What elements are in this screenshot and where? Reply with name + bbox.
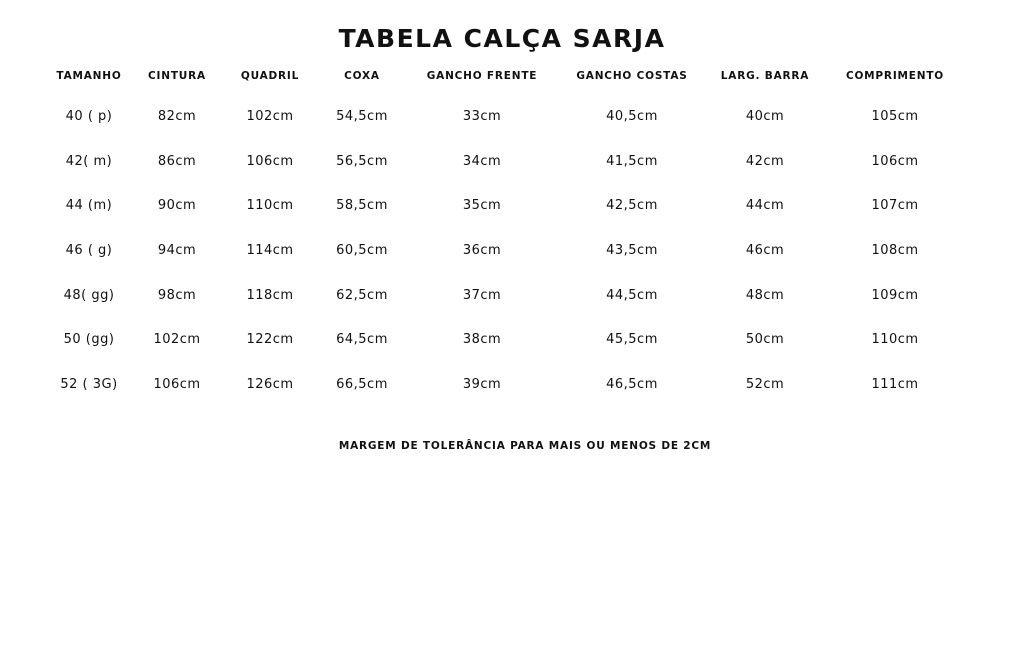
table-row	[46, 362, 966, 407]
table-row	[46, 228, 966, 273]
cell-larg-barra: 42cm	[745, 153, 785, 169]
cell-gancho-frente: 36cm	[462, 242, 502, 258]
cell-cintura: 94cm	[157, 242, 197, 258]
cell-coxa: 58,5cm	[336, 198, 388, 214]
table-row	[46, 317, 966, 362]
cell-gancho-costas: 42,5cm	[606, 198, 658, 214]
table-row	[46, 88, 966, 139]
cell-gancho-frente: 33cm	[462, 108, 502, 124]
cell-coxa: 56,5cm	[336, 153, 388, 169]
cell-cintura: 86cm	[157, 153, 197, 169]
header-tamanho: TAMANHO	[56, 70, 122, 82]
cell-larg-barra: 46cm	[745, 242, 785, 258]
cell-tamanho: 44 (m)	[65, 198, 113, 214]
cell-tamanho: 46 ( g)	[65, 242, 113, 258]
cell-tamanho: 50 (gg)	[63, 332, 115, 348]
cell-gancho-frente: 37cm	[462, 287, 502, 303]
cell-tamanho: 48( gg)	[63, 287, 115, 303]
cell-gancho-costas: 40,5cm	[606, 108, 658, 124]
cell-gancho-frente: 38cm	[462, 332, 502, 348]
cell-comprimento: 108cm	[871, 242, 919, 258]
cell-quadril: 114cm	[246, 242, 294, 258]
cell-coxa: 60,5cm	[336, 242, 388, 258]
cell-gancho-frente: 35cm	[462, 198, 502, 214]
cell-larg-barra: 50cm	[745, 332, 785, 348]
cell-gancho-costas: 45,5cm	[606, 332, 658, 348]
cell-larg-barra: 52cm	[745, 376, 785, 392]
cell-tamanho: 42( m)	[65, 153, 113, 169]
table-header-row	[46, 64, 966, 88]
cell-larg-barra: 48cm	[745, 287, 785, 303]
cell-quadril: 106cm	[246, 153, 294, 169]
cell-quadril: 126cm	[246, 376, 294, 392]
table-row	[46, 139, 966, 184]
header-cintura: CINTURA	[148, 70, 206, 82]
header-gancho-costas: GANCHO COSTAS	[576, 70, 688, 82]
header-quadril: QUADRIL	[240, 70, 300, 82]
cell-tamanho: 40 ( p)	[65, 108, 113, 124]
cell-gancho-costas: 46,5cm	[606, 376, 658, 392]
cell-quadril: 102cm	[246, 108, 294, 124]
cell-quadril: 110cm	[246, 198, 294, 214]
cell-cintura: 102cm	[153, 332, 201, 348]
header-gancho-frente: GANCHO FRENTE	[426, 70, 538, 82]
header-coxa: COXA	[344, 70, 380, 82]
cell-comprimento: 106cm	[871, 153, 919, 169]
cell-tamanho: 52 ( 3G)	[60, 376, 118, 392]
cell-gancho-costas: 43,5cm	[606, 242, 658, 258]
cell-larg-barra: 40cm	[745, 108, 785, 124]
cell-comprimento: 107cm	[871, 198, 919, 214]
tolerance-note: MARGEM DE TOLERÂNCIA PARA MAIS OU MENOS DE 2CM	[338, 440, 712, 452]
cell-cintura: 98cm	[157, 287, 197, 303]
cell-coxa: 62,5cm	[336, 287, 388, 303]
cell-larg-barra: 44cm	[745, 198, 785, 214]
cell-comprimento: 111cm	[871, 376, 919, 392]
size-table	[46, 64, 966, 407]
cell-quadril: 118cm	[246, 287, 294, 303]
cell-gancho-costas: 41,5cm	[606, 153, 658, 169]
cell-cintura: 106cm	[153, 376, 201, 392]
cell-gancho-costas: 44,5cm	[606, 287, 658, 303]
cell-comprimento: 109cm	[871, 287, 919, 303]
cell-comprimento: 105cm	[871, 108, 919, 124]
cell-cintura: 82cm	[157, 108, 197, 124]
page-title: TABELA CALÇA SARJA	[338, 24, 666, 53]
cell-comprimento: 110cm	[871, 332, 919, 348]
cell-coxa: 66,5cm	[336, 376, 388, 392]
cell-cintura: 90cm	[157, 198, 197, 214]
table-row	[46, 273, 966, 318]
cell-coxa: 64,5cm	[336, 332, 388, 348]
cell-gancho-frente: 34cm	[462, 153, 502, 169]
header-larg-barra: LARG. BARRA	[720, 70, 810, 82]
table-row	[46, 183, 966, 228]
header-comprimento: COMPRIMENTO	[845, 70, 945, 82]
cell-coxa: 54,5cm	[336, 108, 388, 124]
cell-gancho-frente: 39cm	[462, 376, 502, 392]
cell-quadril: 122cm	[246, 332, 294, 348]
